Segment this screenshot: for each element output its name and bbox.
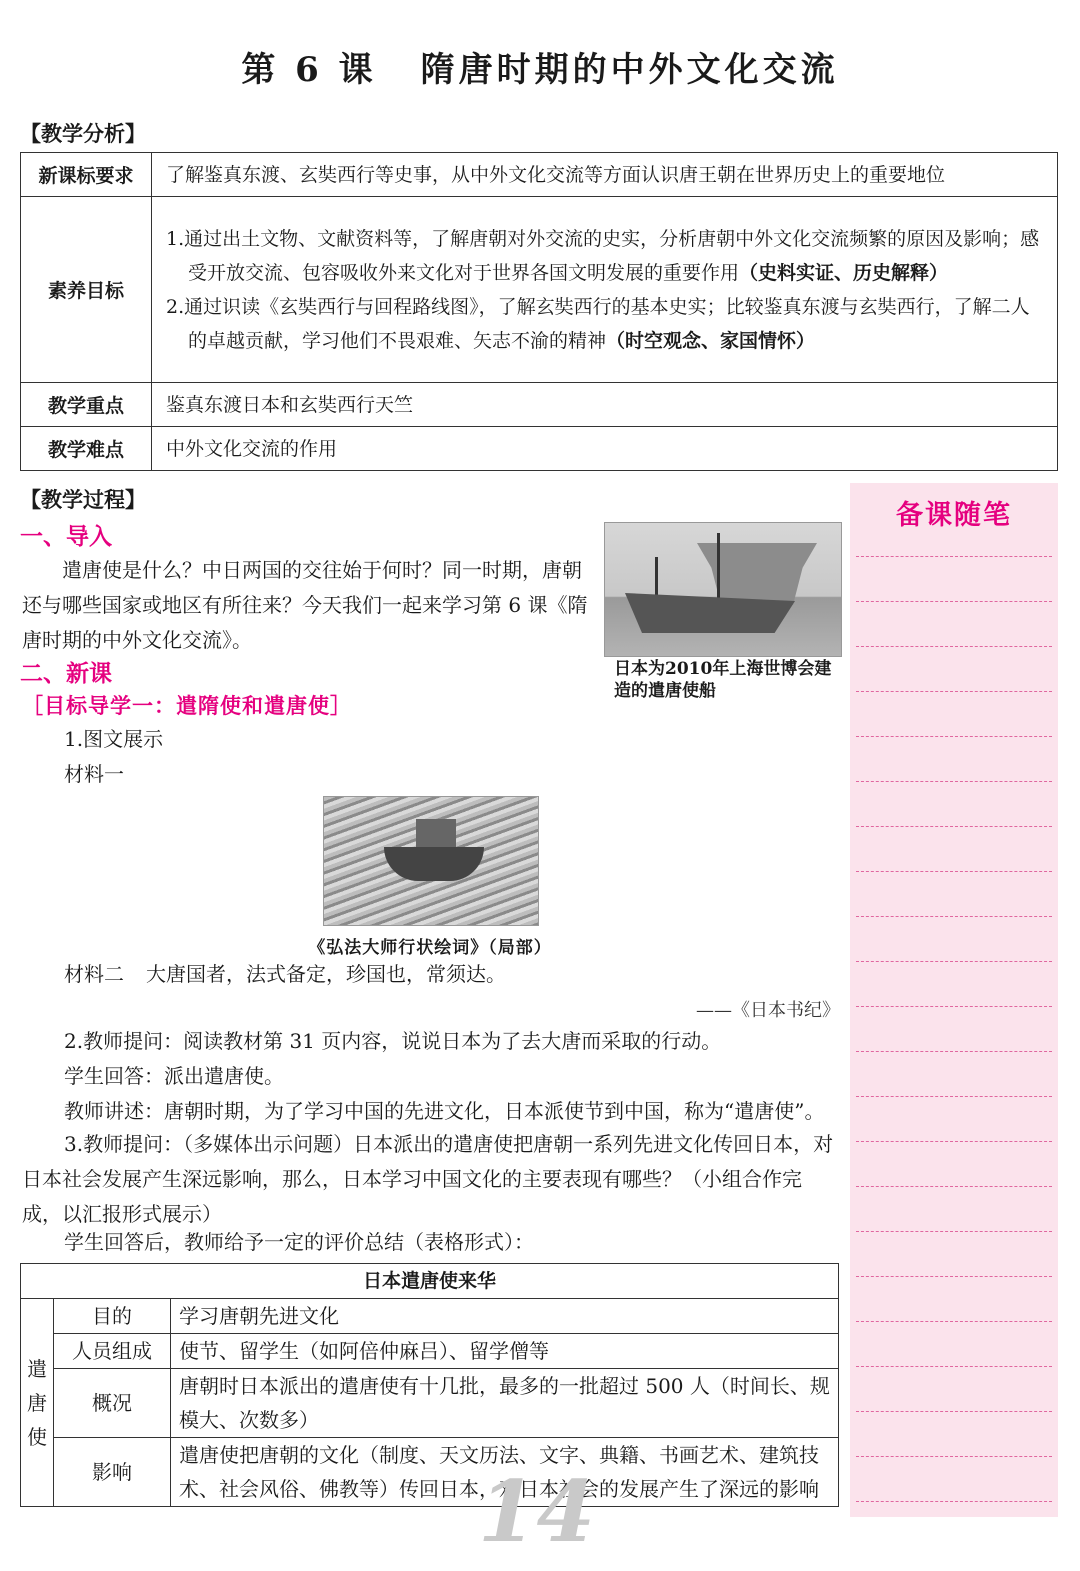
question-3: 3.教师提问：（多媒体出示问题）日本派出的遣唐使把唐朝一系列先进文化传回日本，对日本社会发展产生深远影响，那么，日本学习中国文化的主要表现有哪些？（小组合作完成，以汇报形式展示）: [22, 1132, 834, 1226]
answer-2: 学生回答：派出遣唐使。: [64, 1064, 284, 1088]
note-line: [856, 871, 1052, 872]
new-lesson-heading: 二、新课: [20, 661, 112, 687]
note-line: [856, 646, 1052, 647]
material-2-text: 大唐国者，法式备定，珍国也，常须达。: [146, 962, 506, 986]
row-value: [152, 197, 1058, 383]
row-value: 唐朝时日本派出的遣唐使有十几批，最多的一批超过 500 人（时间长、规模大、次数多）: [171, 1369, 839, 1438]
row-value: 学习唐朝先进文化: [171, 1299, 839, 1334]
material-2-label: 材料二: [64, 962, 124, 986]
note-line: [856, 601, 1052, 602]
row-label: 影响: [54, 1438, 171, 1507]
goal-item: 2.通过识读《玄奘西行与回程路线图》，了解玄奘西行的基本史实；比较鉴真东渡与玄奘西行，了解二人的卓越贡献，学习他们不畏艰难、矢志不渝的精神（时空观念、家国情怀）: [166, 295, 1030, 352]
process-heading: 【教学过程】: [20, 488, 146, 512]
note-line: [856, 1006, 1052, 1007]
row-value: 中外文化交流的作用: [152, 427, 1058, 471]
row-value: 使节、留学生（如阿倍仲麻吕）、留学僧等: [171, 1334, 839, 1369]
note-line: [856, 781, 1052, 782]
note-line: [856, 1501, 1052, 1502]
note-line: [856, 916, 1052, 917]
photo-caption: 日本为2010年上海世博会建造的遣唐使船: [614, 659, 832, 701]
step-1: 1.图文展示: [64, 727, 164, 751]
material-1-label: 材料一: [64, 762, 124, 786]
table-row: [21, 383, 1058, 427]
table-row: [21, 1334, 839, 1369]
table-row: [21, 1438, 839, 1507]
note-line: [856, 556, 1052, 557]
painting-caption: 《弘法大师行状绘词》（局部）: [308, 938, 552, 958]
source-citation: ——《日本书纪》: [696, 1000, 840, 1021]
row-label: 教学重点: [21, 383, 152, 427]
intro-text: 遣唐使是什么？中日两国的交往始于何时？同一时期，唐朝还与哪些国家或地区有所往来？今天我们一起来学习第 6 课《隋唐时期的中外文化交流》。: [22, 558, 588, 652]
side-label: 遣 唐 使: [21, 1299, 54, 1507]
note-line: [856, 1276, 1052, 1277]
note-line: [856, 1231, 1052, 1232]
note-line: [856, 1096, 1052, 1097]
lesson-title: [0, 42, 1080, 91]
table-header: 日本遣唐使来华: [21, 1264, 839, 1299]
note-line: [856, 1366, 1052, 1367]
table-row: [21, 153, 1058, 197]
note-line: [856, 1411, 1052, 1412]
teacher-explain: 教师讲述：唐朝时期，为了学习中国的先进文化，日本派使节到中国，称为“遣唐使”。: [64, 1099, 825, 1123]
row-label: 目的: [54, 1299, 171, 1334]
note-line: [856, 1051, 1052, 1052]
goal-competency: （史料实证、历史解释）: [739, 261, 949, 284]
note-line: [856, 1141, 1052, 1142]
painting-photo: [323, 796, 539, 926]
row-label: 新课标要求: [21, 153, 152, 197]
note-line: [856, 736, 1052, 737]
row-label: 概况: [54, 1369, 171, 1438]
row-value: 遣唐使把唐朝的文化（制度、天文历法、文字、典籍、书画艺术、建筑技术、社会风俗、佛教等）传回日本，对日本社会的发展产生了深远的影响: [171, 1438, 839, 1507]
page-number: 14: [478, 1462, 595, 1561]
goal-item: 1.通过出土文物、文献资料等，了解唐朝对外交流的史实，分析唐朝中外文化交流频繁的原因及影响；感受开放交流、包容吸收外来文化对于世界各国文明发展的重要作用（史料实证、历史解释）: [166, 227, 1040, 284]
analysis-heading: 【教学分析】: [20, 122, 146, 146]
table-row: [21, 197, 1058, 383]
material-2: [64, 957, 506, 992]
goal-competency: （时空观念、家国情怀）: [606, 329, 816, 352]
notes-sidebar: [850, 483, 1058, 1517]
row-label: 人员组成: [54, 1334, 171, 1369]
note-line: [856, 1186, 1052, 1187]
row-value: 鉴真东渡日本和玄奘西行天竺: [152, 383, 1058, 427]
table-row: [21, 1299, 839, 1334]
row-label: 素养目标: [21, 197, 152, 383]
question-2: 2.教师提问：阅读教材第 31 页内容，说说日本为了去大唐而采取的行动。: [64, 1029, 722, 1053]
analysis-table: [20, 152, 1058, 471]
lesson-number: 第 6 课: [241, 50, 377, 90]
table-row: [21, 1369, 839, 1438]
note-line: [856, 1321, 1052, 1322]
lesson-name: 隋唐时期的中外文化交流: [420, 50, 839, 90]
row-value: 了解鉴真东渡、玄奘西行等史事，从中外文化交流等方面认识唐王朝在世界历史上的重要地位: [152, 153, 1058, 197]
goal-tag: ［目标导学一：遣隋使和遣唐使］: [22, 693, 352, 718]
sidebar-title: 备课随笔: [896, 500, 1012, 531]
note-line: [856, 961, 1052, 962]
answer-3: 学生回答后，教师给予一定的评价总结（表格形式）：: [64, 1230, 534, 1254]
envoy-table: [20, 1263, 839, 1507]
row-label: 教学难点: [21, 427, 152, 471]
table-header-row: [21, 1264, 839, 1299]
note-line: [856, 826, 1052, 827]
note-line: [856, 1456, 1052, 1457]
envoy-ship-photo: [604, 522, 842, 657]
table-row: [21, 427, 1058, 471]
intro-heading: 一、导入: [20, 524, 112, 550]
note-line: [856, 691, 1052, 692]
